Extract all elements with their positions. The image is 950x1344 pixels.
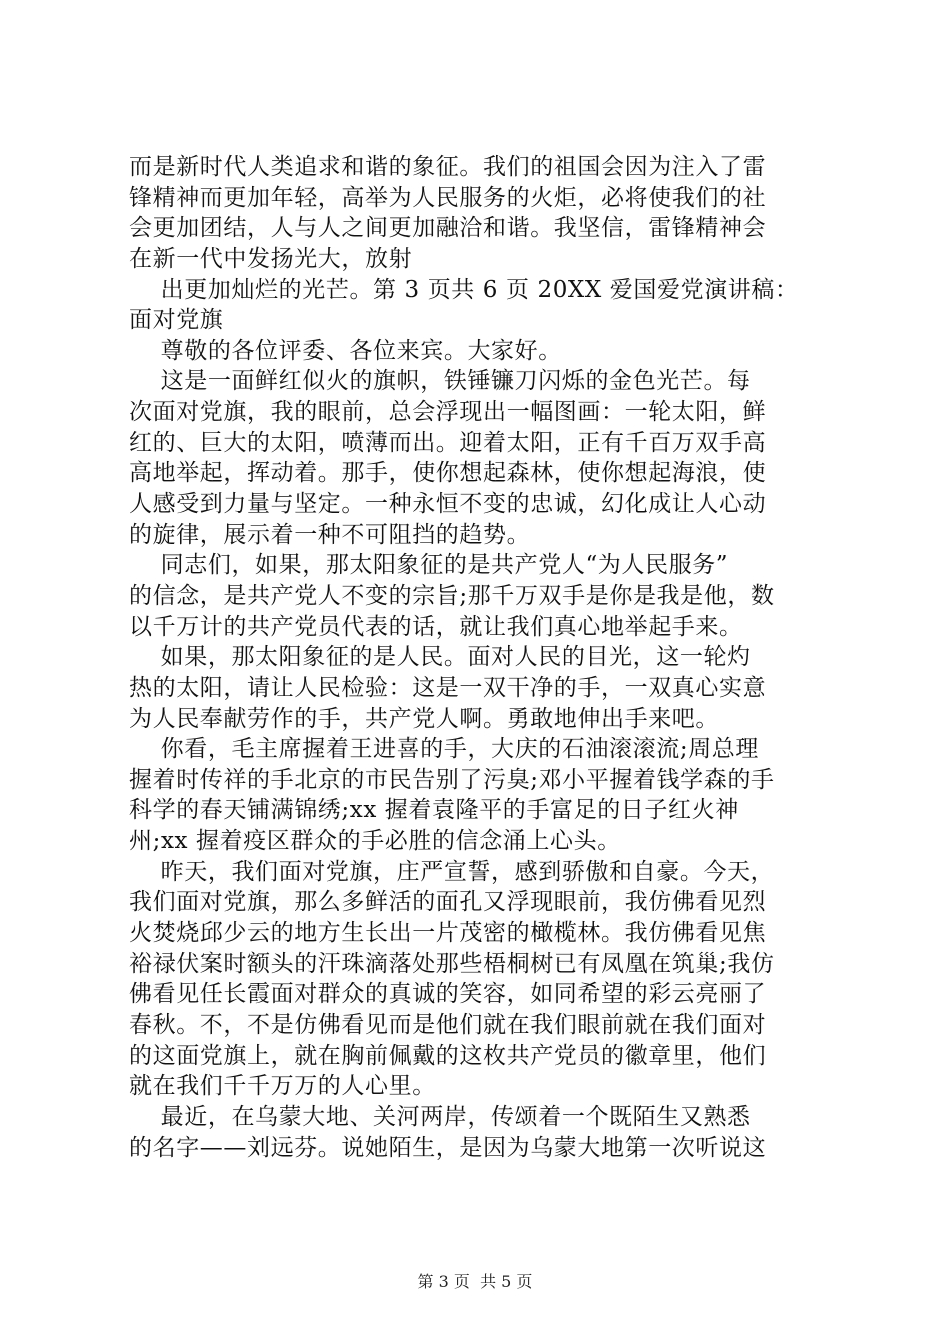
text-line: 佛看见任长霞面对群众的真诚的笑容，如同希望的彩云亮丽了 (129, 981, 767, 1008)
text-line: 尊敬的各位评委、各位来宾。大家好。 (129, 337, 562, 364)
text-line: 红的、巨大的太阳，喷薄而出。迎着太阳，正有千百万双手高 (129, 429, 767, 456)
text-line: 的这面党旗上，就在胸前佩戴的这枚共产党员的徽章里，他们 (129, 1042, 767, 1069)
text-line: 的信念，是共产党人不变的宗旨;那千万双手是你是我是他，数 (129, 582, 775, 609)
text-line: 州;xx 握着疫区群众的手必胜的信念涌上心头。 (129, 828, 621, 855)
document-body (129, 152, 829, 1163)
text-line: 出更加灿烂的光芒。第 3 页共 6 页 20XX 爱国爱党演讲稿： (129, 276, 799, 303)
text-line: 科学的春天铺满锦绣;xx 握着袁隆平的手富足的日子红火神 (129, 797, 739, 824)
text-line: 最近，在乌蒙大地、关河两岸，传颂着一个既陌生又熟悉 (129, 1103, 751, 1130)
text-line: 高地举起，挥动着。那手，使你想起森林，使你想起海浪，使 (129, 460, 767, 487)
text-line: 在新一代中发扬光大，放射 (129, 245, 413, 272)
text-line: 如果，那太阳象征的是人民。面对人民的目光，这一轮灼 (129, 644, 751, 671)
text-line: 而是新时代人类追求和谐的象征。我们的祖国会因为注入了雷 (129, 154, 767, 180)
text-line: 你看，毛主席握着王进喜的手，大庆的石油滚滚流;周总理 (129, 736, 759, 763)
text-line: 火焚烧邱少云的地方生长出一片茂密的橄榄林。我仿佛看见焦 (129, 920, 767, 947)
text-line: 锋精神而更加年轻，高举为人民服务的火炬，必将使我们的社 (129, 184, 767, 211)
text-line: 面对党旗 (129, 307, 224, 334)
text-line: 就在我们千千万万的人心里。 (129, 1073, 436, 1100)
text-line: 我们面对党旗，那么多鲜活的面孔又浮现眼前，我仿佛看见烈 (129, 889, 767, 916)
text-line: 次面对党旗，我的眼前，总会浮现出一幅图画：一轮太阳，鲜 (129, 399, 767, 426)
text-line: 同志们，如果，那太阳象征的是共产党人“为人民服务” (129, 552, 729, 579)
text-line: 的旋律，展示着一种不可阻挡的趋势。 (129, 521, 531, 548)
text-line: 会更加团结，人与人之间更加融洽和谐。我坚信，雷锋精神会 (129, 215, 767, 242)
text-line: 裕禄伏案时额头的汗珠滴落处那些梧桐树已有凤凰在筑巢;我仿 (129, 950, 775, 977)
text-line: 热的太阳，请让人民检验：这是一双干净的手，一双真心实意 (129, 674, 767, 701)
text-line: 以千万计的共产党员代表的话，就让我们真心地举起手来。 (129, 613, 743, 640)
text-line: 这是一面鲜红似火的旗帜，铁锤镰刀闪烁的金色光芒。每 (129, 368, 751, 395)
text-line: 春秋。不，不是仿佛看见而是他们就在我们眼前就在我们面对 (129, 1011, 767, 1038)
text-line: 人感受到力量与坚定。一种永恒不变的忠诚，幻化成让人心动 (129, 491, 767, 518)
text-line: 的名字——刘远芬。说她陌生，是因为乌蒙大地第一次听说这 (129, 1134, 767, 1161)
text-line: 为人民奉献劳作的手，共产党人啊。勇敢地伸出手来吧。 (129, 705, 719, 732)
text-line: 握着时传祥的手北京的市民告别了污臭;邓小平握着钱学森的手 (129, 766, 775, 793)
text-line: 昨天，我们面对党旗，庄严宣誓，感到骄傲和自豪。今天， (129, 858, 775, 885)
page-footer: 第 3 页 共 5 页 (417, 1272, 533, 1291)
